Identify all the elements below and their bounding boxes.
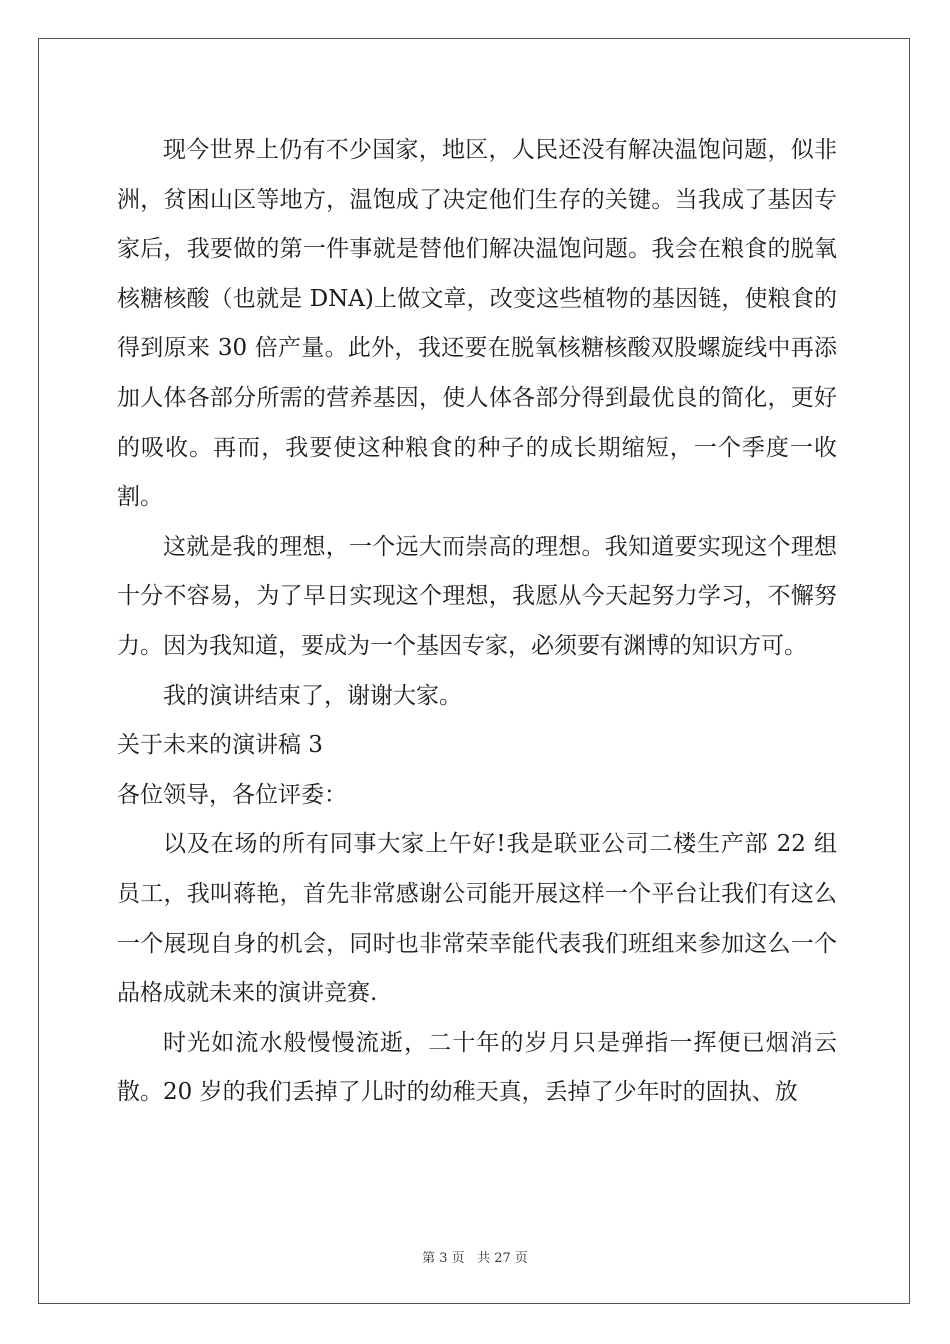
- salutation: 各位领导，各位评委：: [117, 781, 347, 808]
- paragraph: 现今世界上仍有不少国家，地区，人民还没有解决温饱问题，似非洲，贫困山区等地方，温饱成了决定他们生存的关键。当我成了基因专家后，我要做的第一件事就是替他们解决温饱问题。我会在粮食的脱氧核糖核酸（也就是 DNA)上做文章，改变这些植物的基因链，使粮食的得到原来 30 倍产量。此外，我还要在脱氧核糖核酸双股螺旋线中再添加人体各部分所需的营养基因，使人体各部分得到最优良的简化，更好的吸收。再而，我要使这种粮食的种子的成长期缩短，一个季度一收割。: [117, 137, 837, 511]
- paragraph: 以及在场的所有同事大家上午好!我是联亚公司二楼生产部 22 组员工，我叫蒋艳，首先非常感谢公司能开展这样一个平台让我们有这么一个展现自身的机会，同时也非常荣幸能代表我们班组来参加这么一个品格成就未来的演讲竞赛.: [117, 831, 837, 1007]
- section-heading: 关于未来的演讲稿 3: [117, 732, 323, 759]
- page-footer: [0, 1247, 950, 1266]
- page-total: 共 27 页: [477, 1251, 528, 1266]
- paragraph: 这就是我的理想，一个远大而崇高的理想。我知道要实现这个理想十分不容易，为了早日实现这个理想，我愿从今天起努力学习，不懈努力。因为我知道，要成为一个基因专家，必须要有渊博的知识方可。: [117, 533, 837, 659]
- document-body: [117, 126, 837, 1118]
- paragraph: 我的演讲结束了，谢谢大家。: [163, 682, 462, 709]
- paragraph: 时光如流水般慢慢流逝，二十年的岁月只是弹指一挥便已烟消云散。20 岁的我们丢掉了儿时的幼稚天真，丢掉了少年时的固执、放: [117, 1029, 837, 1106]
- page-number: 第 3 页: [422, 1251, 465, 1266]
